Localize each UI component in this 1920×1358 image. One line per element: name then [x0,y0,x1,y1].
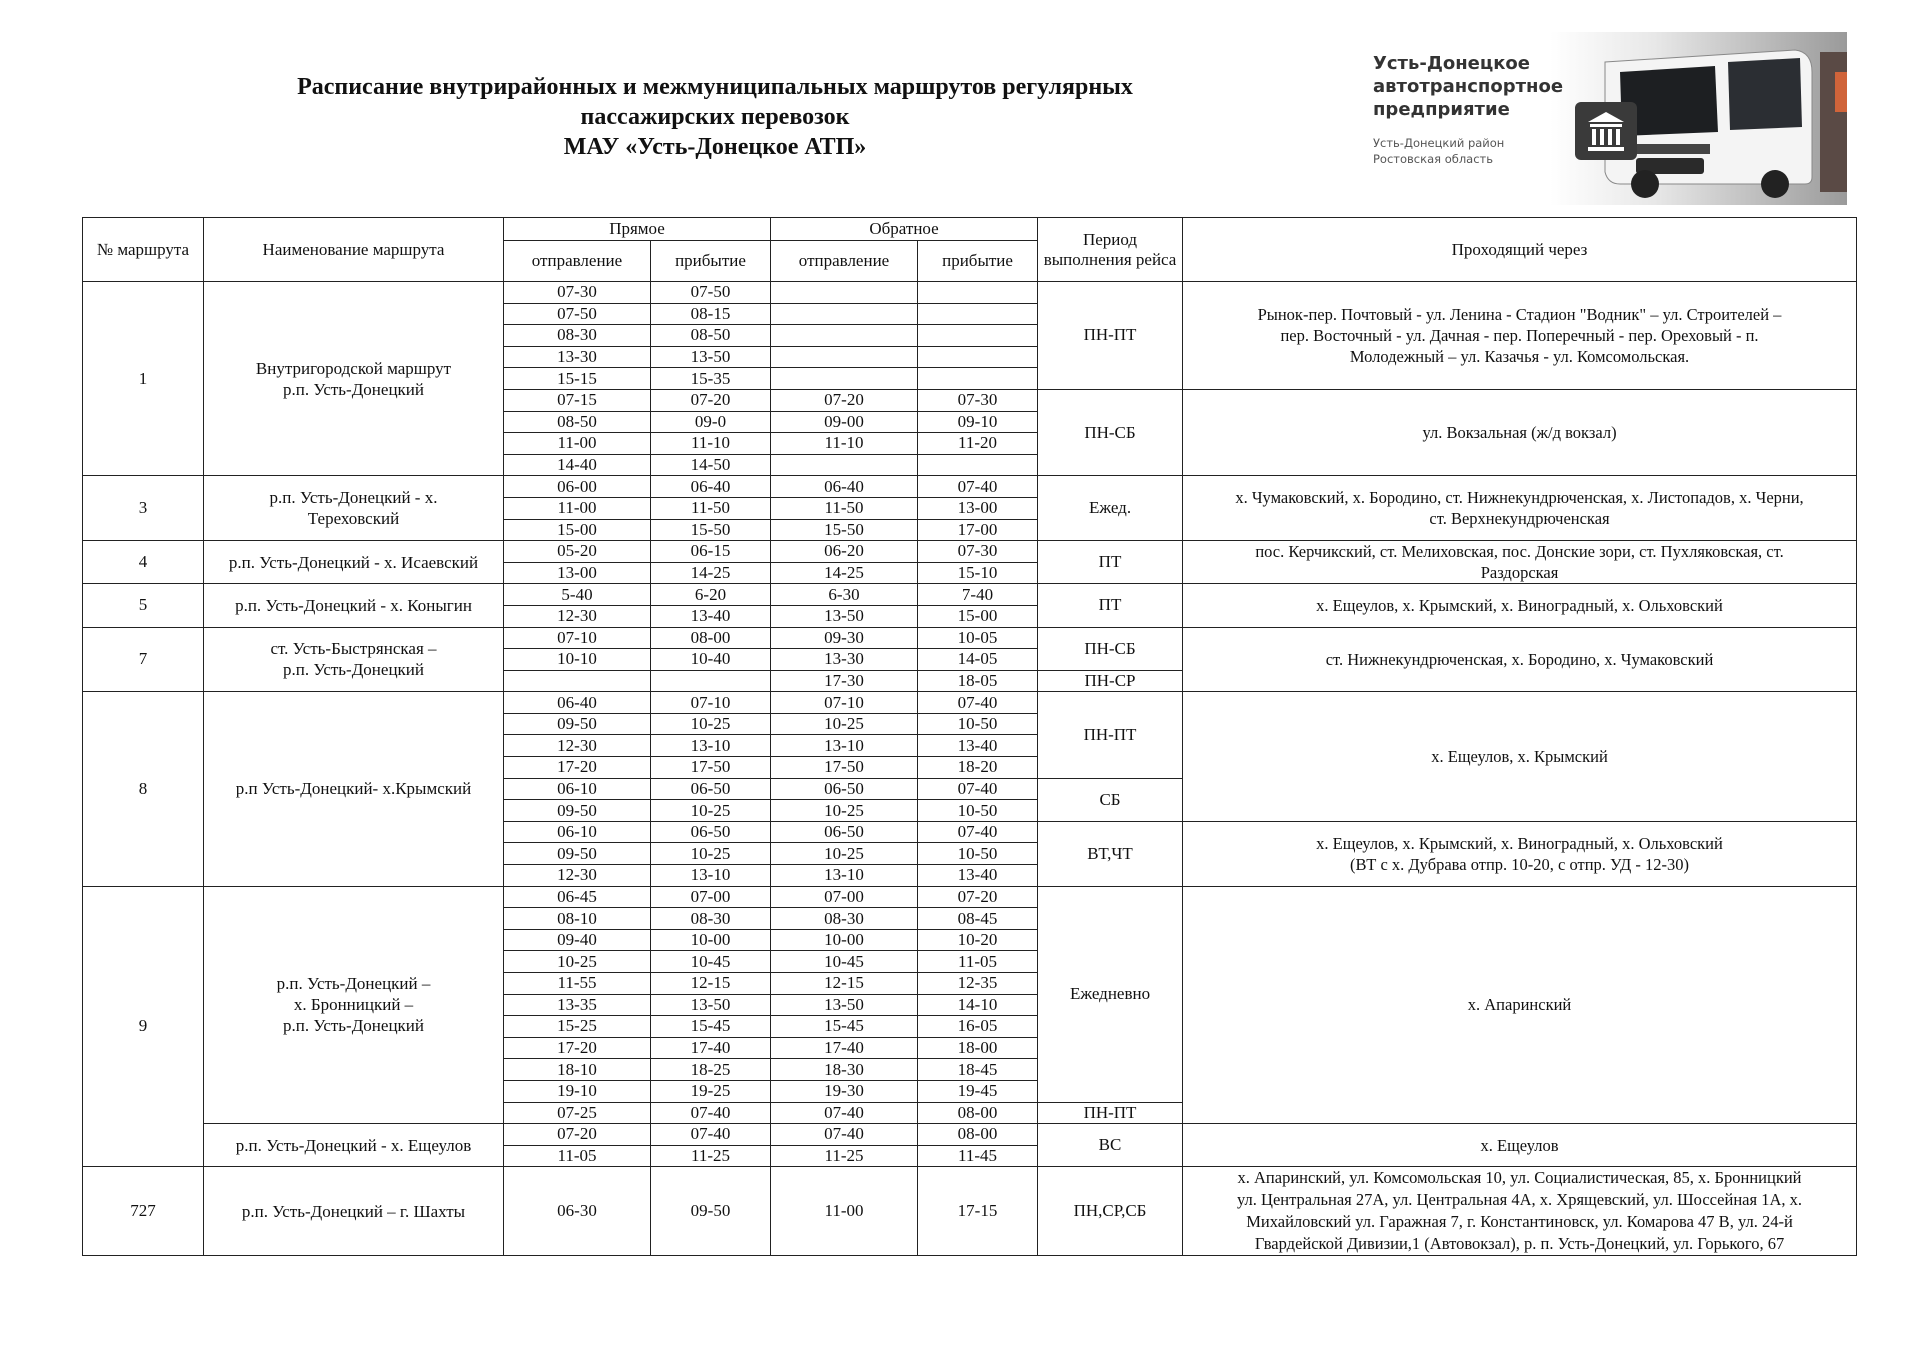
route-name: ст. Усть-Быстрянская – р.п. Усть-Донецкий [204,627,504,692]
trip-time: 15-45 [651,1016,771,1038]
trip-time: 6-30 [771,584,918,606]
trip-time [771,346,918,368]
trip-time: 06-50 [771,778,918,800]
table-row [83,886,1857,908]
trip-time: 07-00 [771,886,918,908]
header-forward-arrive: прибытие [651,241,771,282]
trip-time [918,368,1038,390]
trip-time: 07-50 [651,282,771,304]
trip-time: 15-50 [651,519,771,541]
trip-time: 15-15 [504,368,651,390]
trip-time: 07-40 [651,1124,771,1146]
trip-time: 13-30 [771,649,918,671]
trip-time: 06-45 [504,886,651,908]
trip-time: 18-45 [918,1059,1038,1081]
title-line-3: МАУ «Усть-Донецкое АТП» [563,134,867,160]
header-forward: Прямое [504,218,771,241]
route-via: х. Ещеулов, х. Крымский [1183,692,1857,822]
trip-time: 11-20 [918,433,1038,455]
trip-time: 15-00 [504,519,651,541]
route-period: ПН-СР [1038,670,1183,692]
route-number: 7 [83,627,204,692]
logo-line-3: предприятие [1373,99,1510,120]
page-title [200,72,1230,162]
table-row [83,1124,1857,1146]
trip-time [918,454,1038,476]
trip-time: 13-10 [771,865,918,887]
trip-time: 10-00 [651,929,771,951]
trip-time: 11-10 [771,433,918,455]
trip-time: 07-30 [504,282,651,304]
header-period: Период выполнения рейса [1038,218,1183,282]
trip-time: 18-10 [504,1059,651,1081]
trip-time: 7-40 [918,584,1038,606]
table-row [83,584,1857,606]
trip-time: 06-40 [504,692,651,714]
trip-time: 12-30 [504,605,651,627]
trip-time: 13-10 [651,735,771,757]
route-name: р.п. Усть-Донецкий - х. Коныгин [204,584,504,627]
title-line-2: пассажирских перевозок [580,104,850,130]
trip-time: 14-10 [918,994,1038,1016]
trip-time: 09-30 [771,627,918,649]
logo-line-5: Ростовская область [1373,152,1494,166]
trip-time: 07-40 [918,821,1038,843]
route-number: 5 [83,584,204,627]
trip-time [504,670,651,692]
route-number: 727 [83,1167,204,1256]
trip-time [771,303,918,325]
trip-time: 06-15 [651,541,771,563]
trip-time: 10-25 [771,800,918,822]
trip-time: 06-00 [504,476,651,498]
route-name: р.п. Усть-Донецкий - х. Ещеулов [204,1124,504,1167]
trip-time: 13-40 [651,605,771,627]
trip-time: 09-50 [504,800,651,822]
table-row [83,541,1857,563]
trip-time: 13-40 [918,735,1038,757]
trip-time: 06-50 [771,821,918,843]
trip-time: 14-25 [651,562,771,584]
table-row [83,476,1857,498]
bus-image [1550,32,1847,205]
route-number: 9 [83,886,204,1167]
trip-time: 5-40 [504,584,651,606]
header-backward-arrive: прибытие [918,241,1038,282]
route-period: ВС [1038,1124,1183,1167]
trip-time: 07-25 [504,1102,651,1124]
trip-time: 18-05 [918,670,1038,692]
trip-time: 17-40 [771,1037,918,1059]
route-period: ПН,СР,СБ [1038,1167,1183,1256]
trip-time: 06-40 [651,476,771,498]
trip-time: 15-45 [771,1016,918,1038]
trip-time: 13-10 [771,735,918,757]
trip-time: 10-25 [771,713,918,735]
route-name: р.п Усть-Донецкий- х.Крымский [204,692,504,886]
trip-time: 17-20 [504,1037,651,1059]
trip-time: 07-15 [504,389,651,411]
trip-time: 06-50 [651,778,771,800]
trip-time [918,325,1038,347]
trip-time: 6-20 [651,584,771,606]
route-via: пос. Керчикский, ст. Мелиховская, пос. Донские зори, ст. Пухляковская, ст. Раздорская [1183,541,1857,584]
trip-time: 13-10 [651,865,771,887]
trip-time: 15-35 [651,368,771,390]
trip-time: 17-50 [651,757,771,779]
company-logo [1365,32,1847,205]
trip-time: 13-50 [651,346,771,368]
trip-time: 19-10 [504,1080,651,1102]
trip-time: 11-05 [504,1145,651,1167]
trip-time: 09-0 [651,411,771,433]
trip-time: 14-50 [651,454,771,476]
header-via: Проходящий через [1183,218,1857,282]
trip-time: 15-50 [771,519,918,541]
trip-time: 11-50 [771,497,918,519]
trip-time: 08-30 [651,908,771,930]
trip-time: 18-30 [771,1059,918,1081]
logo-line-2: автотранспортное [1373,76,1564,97]
trip-time: 13-00 [504,562,651,584]
trip-time: 10-10 [504,649,651,671]
trip-time: 15-10 [918,562,1038,584]
trip-time: 10-45 [771,951,918,973]
route-via: х. Ещеулов [1183,1124,1857,1167]
trip-time: 10-45 [651,951,771,973]
route-number: 4 [83,541,204,584]
trip-time: 07-30 [918,389,1038,411]
header-forward-depart: отправление [504,241,651,282]
route-period: ПН-СБ [1038,627,1183,670]
route-period: ПН-ПТ [1038,692,1183,778]
schedule-table [82,217,1857,1256]
header-number: № маршрута [83,218,204,282]
trip-time: 10-25 [771,843,918,865]
trip-time: 13-50 [771,605,918,627]
trip-time: 09-10 [918,411,1038,433]
trip-time: 17-30 [771,670,918,692]
trip-time: 11-00 [504,433,651,455]
trip-time: 11-00 [504,497,651,519]
trip-time: 06-30 [504,1167,651,1256]
route-via: х. Ещеулов, х. Крымский, х. Виноградный, х. Ольховский [1183,584,1857,627]
trip-time: 09-50 [504,713,651,735]
trip-time: 08-30 [504,325,651,347]
route-via: х. Ещеулов, х. Крымский, х. Виноградный, х. Ольховский (ВТ с х. Дубрава отпр. 10-20, с отпр. УД - 12-30) [1183,821,1857,886]
route-number: 1 [83,282,204,476]
route-name: р.п. Усть-Донецкий – г. Шахты [204,1167,504,1256]
trip-time: 17-50 [771,757,918,779]
trip-time: 07-00 [651,886,771,908]
route-period: ВТ,ЧТ [1038,821,1183,886]
trip-time [771,454,918,476]
trip-time: 10-40 [651,649,771,671]
route-period: Ежед. [1038,476,1183,541]
table-row [83,1167,1857,1256]
table-row [83,627,1857,649]
route-via: х. Чумаковский, х. Бородино, ст. Нижнекундрюченская, х. Листопадов, х. Черни, ст. Верхнекундрюченская [1183,476,1857,541]
trip-time: 10-25 [651,800,771,822]
trip-time: 19-45 [918,1080,1038,1102]
trip-time: 07-50 [504,303,651,325]
trip-time [918,282,1038,304]
trip-time: 07-30 [918,541,1038,563]
trip-time: 17-20 [504,757,651,779]
route-via: ст. Нижнекундрюченская, х. Бородино, х. Чумаковский [1183,627,1857,692]
route-number: 3 [83,476,204,541]
trip-time: 11-55 [504,973,651,995]
route-period: ПТ [1038,584,1183,627]
trip-time: 07-40 [771,1102,918,1124]
trip-time [771,368,918,390]
route-period: Ежедневно [1038,886,1183,1102]
route-period: ПН-ПТ [1038,1102,1183,1124]
trip-time: 10-50 [918,713,1038,735]
trip-time: 18-20 [918,757,1038,779]
trip-time: 11-05 [918,951,1038,973]
route-period: ПН-ПТ [1038,282,1183,390]
trip-time: 06-40 [771,476,918,498]
trip-time: 08-50 [504,411,651,433]
trip-time: 12-15 [651,973,771,995]
trip-time: 10-00 [771,929,918,951]
trip-time: 11-00 [771,1167,918,1256]
trip-time: 10-50 [918,843,1038,865]
route-via: х. Апаринский, ул. Комсомольская 10, ул. Социалистическая, 85, х. Бронницкий ул. Центральная 27А, ул. Центральная 4А, х. Хрящевский, ул. Шоссейная 1А, х. Михайловский ул. Гаражная 7, г. Константиновск, ул. Комарова 47 В, ул. 24-й Гвардейской Дивизии,1 (Автовокзал), р. п. Усть-Донецкий, ул. Горького, 67 [1183,1167,1857,1256]
trip-time: 07-40 [918,692,1038,714]
trip-time: 13-50 [651,994,771,1016]
trip-time: 17-40 [651,1037,771,1059]
trip-time: 11-10 [651,433,771,455]
trip-time: 19-30 [771,1080,918,1102]
trip-time: 16-05 [918,1016,1038,1038]
trip-time: 12-35 [918,973,1038,995]
trip-time: 18-00 [918,1037,1038,1059]
trip-time: 07-10 [504,627,651,649]
logo-line-4: Усть-Донецкий район [1373,136,1505,150]
trip-time: 17-00 [918,519,1038,541]
route-name: р.п. Усть-Донецкий – х. Бронницкий – р.п. Усть-Донецкий [204,886,504,1124]
trip-time: 09-50 [504,843,651,865]
route-name: р.п. Усть-Донецкий - х. Исаевский [204,541,504,584]
trip-time [918,346,1038,368]
trip-time: 07-20 [651,389,771,411]
trip-time: 12-15 [771,973,918,995]
trip-time: 06-10 [504,821,651,843]
trip-time: 07-10 [771,692,918,714]
trip-time: 13-40 [918,865,1038,887]
trip-time: 07-40 [771,1124,918,1146]
logo-line-1: Усть-Донецкое [1373,53,1531,74]
trip-time: 10-20 [918,929,1038,951]
trip-time: 14-40 [504,454,651,476]
route-via: ул. Вокзальная (ж/д вокзал) [1183,389,1857,475]
trip-time: 07-40 [918,778,1038,800]
table-row [83,692,1857,714]
trip-time: 11-25 [651,1145,771,1167]
trip-time [771,282,918,304]
title-line-1: Расписание внутрирайонных и межмуниципальных маршрутов регулярных [297,74,1133,100]
trip-time: 10-25 [651,843,771,865]
trip-time: 08-15 [651,303,771,325]
trip-time: 14-05 [918,649,1038,671]
trip-time: 07-20 [918,886,1038,908]
trip-time: 15-25 [504,1016,651,1038]
trip-time: 13-50 [771,994,918,1016]
trip-time: 08-00 [918,1102,1038,1124]
trip-time: 06-10 [504,778,651,800]
trip-time: 10-25 [504,951,651,973]
route-name: р.п. Усть-Донецкий - х. Тереховский [204,476,504,541]
trip-time: 07-40 [651,1102,771,1124]
trip-time: 10-05 [918,627,1038,649]
trip-time: 08-45 [918,908,1038,930]
trip-time: 08-00 [651,627,771,649]
trip-time: 08-00 [918,1124,1038,1146]
header-backward: Обратное [771,218,1038,241]
header-backward-depart: отправление [771,241,918,282]
route-number: 8 [83,692,204,886]
trip-time: 09-00 [771,411,918,433]
trip-time: 13-30 [504,346,651,368]
trip-time: 07-40 [918,476,1038,498]
trip-time: 13-35 [504,994,651,1016]
trip-time: 07-20 [504,1124,651,1146]
trip-time: 13-00 [918,497,1038,519]
route-period: ПТ [1038,541,1183,584]
trip-time [651,670,771,692]
table-row [83,282,1857,304]
route-via: Рынок-пер. Почтовый - ул. Ленина - Стадион "Водник" – ул. Строителей – пер. Восточный - ул. Дачная - пер. Поперечный - пер. Ореховый - п. Молодежный – ул. Казачья - ул. Комсомольская. [1183,282,1857,390]
route-period: СБ [1038,778,1183,821]
trip-time [918,303,1038,325]
trip-time: 10-50 [918,800,1038,822]
trip-time: 08-30 [771,908,918,930]
trip-time: 19-25 [651,1080,771,1102]
trip-time: 09-50 [651,1167,771,1256]
trip-time: 09-40 [504,929,651,951]
trip-time: 11-45 [918,1145,1038,1167]
trip-time: 11-50 [651,497,771,519]
header-name: Наименование маршрута [204,218,504,282]
trip-time: 12-30 [504,865,651,887]
trip-time: 08-10 [504,908,651,930]
route-period: ПН-СБ [1038,389,1183,475]
trip-time: 17-15 [918,1167,1038,1256]
trip-time: 15-00 [918,605,1038,627]
trip-time: 08-50 [651,325,771,347]
trip-time: 06-20 [771,541,918,563]
trip-time: 05-20 [504,541,651,563]
trip-time [771,325,918,347]
trip-time: 11-25 [771,1145,918,1167]
trip-time: 10-25 [651,713,771,735]
trip-time: 06-50 [651,821,771,843]
trip-time: 12-30 [504,735,651,757]
trip-time: 14-25 [771,562,918,584]
route-name: Внутригородской маршрут р.п. Усть-Донецкий [204,282,504,476]
trip-time: 07-10 [651,692,771,714]
trip-time: 18-25 [651,1059,771,1081]
trip-time: 07-20 [771,389,918,411]
route-via: х. Апаринский [1183,886,1857,1124]
